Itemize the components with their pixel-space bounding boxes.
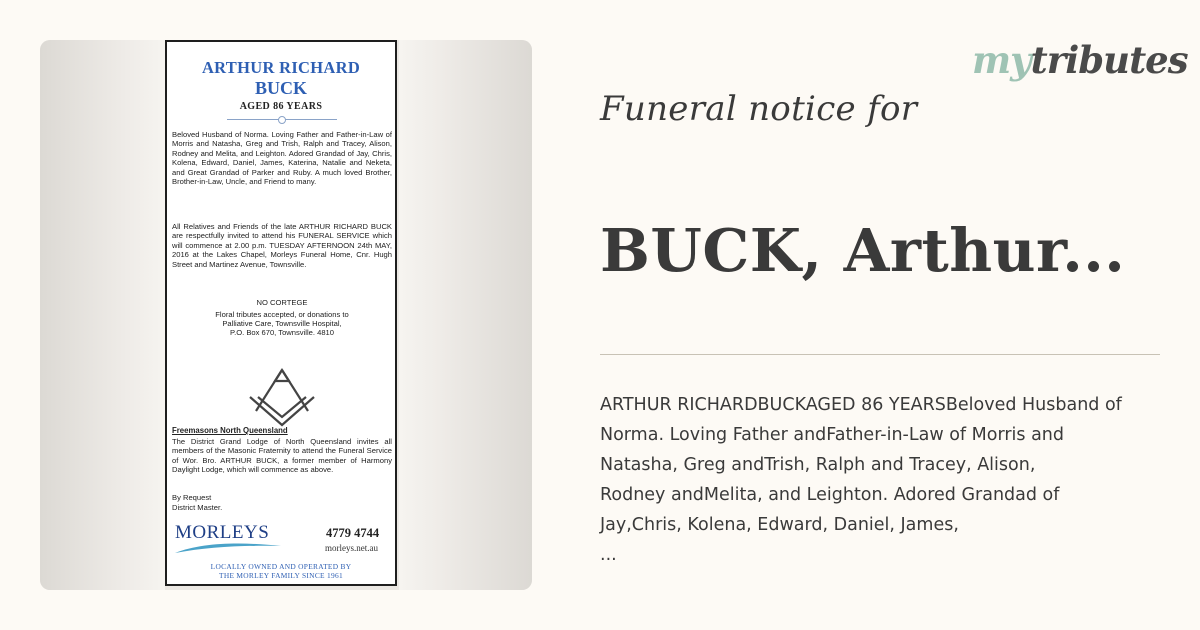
summary-line: Rodney andMelita, and Leighton. Adored Grandad of — [600, 485, 1060, 505]
notice-age: AGED 86 YEARS — [239, 101, 323, 112]
summary-ellipsis: ... — [600, 545, 617, 565]
logo-suffix: tributes — [1030, 38, 1188, 82]
square-and-compass-icon — [242, 367, 322, 429]
notice-summary — [600, 390, 1180, 570]
logo-prefix: my — [972, 38, 1031, 82]
notice-name-line2: BUCK — [254, 78, 307, 98]
morleys-logo: MORLEYS — [175, 522, 270, 543]
notice-floral-line1: Floral tributes accepted, or donations to — [215, 310, 349, 319]
notice-paragraph-family: Beloved Husband of Norma. Loving Father and Father-in-Law of Morris and Natasha, Greg and Trish, Ralph and Tracey, Alison, Rodney and Melita, and Leighton. Adored Grandad of Jay, Chris, Kolena, Edward, Daniel, James, Katerina, Natalie and Neketa, and Great Grandad of Parker and Ruby. A much loved Brother, Brother-in-Law, Uncle, and Friend to many. — [172, 130, 392, 187]
morleys-swoosh-icon — [173, 540, 283, 556]
summary-line: Norma. Loving Father andFather-in-Law of Morris and — [600, 425, 1064, 445]
notice-name-line1: ARTHUR RICHARD — [201, 58, 361, 77]
summary-line: Jay,Chris, Kolena, Edward, Daniel, James, — [600, 515, 959, 535]
funeral-notice-image — [165, 40, 397, 586]
notice-paragraph-service: All Relatives and Friends of the late ARTHUR RICHARD BUCK are respectfully invited to attend his FUNERAL SERVICE which will commence at 2.00 p.m. TUESDAY AFTERNOON 24th MAY, 2016 at the Lakes Chapel, Morleys Funeral Home, Cnr. Hugh Street and Martinez Avenue, Townsville. — [172, 222, 392, 269]
notice-tagline-line1: LOCALLY OWNED AND OPERATED BY — [210, 562, 352, 571]
notice-masonic-heading: Freemasons North Queensland — [172, 426, 288, 435]
notice-district-master: District Master. — [172, 503, 223, 512]
notice-masonic-text: The District Grand Lodge of North Queensland invites all members of the Masonic Fraternity to attend the Funeral Service of Wor. Bro. ARTHUR BUCK, a former member of Harmony Daylight Lodge, which will commence as above. — [172, 437, 392, 475]
notice-phone: 4779 4744 — [326, 526, 380, 540]
mytributes-logo[interactable] — [972, 38, 1188, 82]
notice-cortege: NO CORTEGE — [256, 298, 308, 307]
notice-by-request: By Request — [172, 493, 212, 502]
notice-tagline-line2: THE MORLEY FAMILY SINCE 1961 — [219, 570, 343, 580]
summary-line: ARTHUR RICHARDBUCKAGED 86 YEARSBeloved Husband of — [600, 395, 1122, 415]
section-divider — [600, 354, 1160, 355]
notice-floral-line3: P.O. Box 670, Townsville. 4810 — [230, 328, 334, 337]
notice-floral-line2: Palliative Care, Townsville Hospital, — [222, 319, 342, 328]
notice-tagline — [167, 563, 395, 581]
notice-website: morleys.net.au — [325, 543, 378, 553]
summary-line: Natasha, Greg andTrish, Ralph and Tracey, Alison, — [600, 455, 1036, 475]
notice-subtitle: Funeral notice for — [600, 89, 918, 129]
notice-divider-ornament — [278, 116, 286, 124]
deceased-name-title: BUCK, Arthur... — [600, 216, 1126, 285]
